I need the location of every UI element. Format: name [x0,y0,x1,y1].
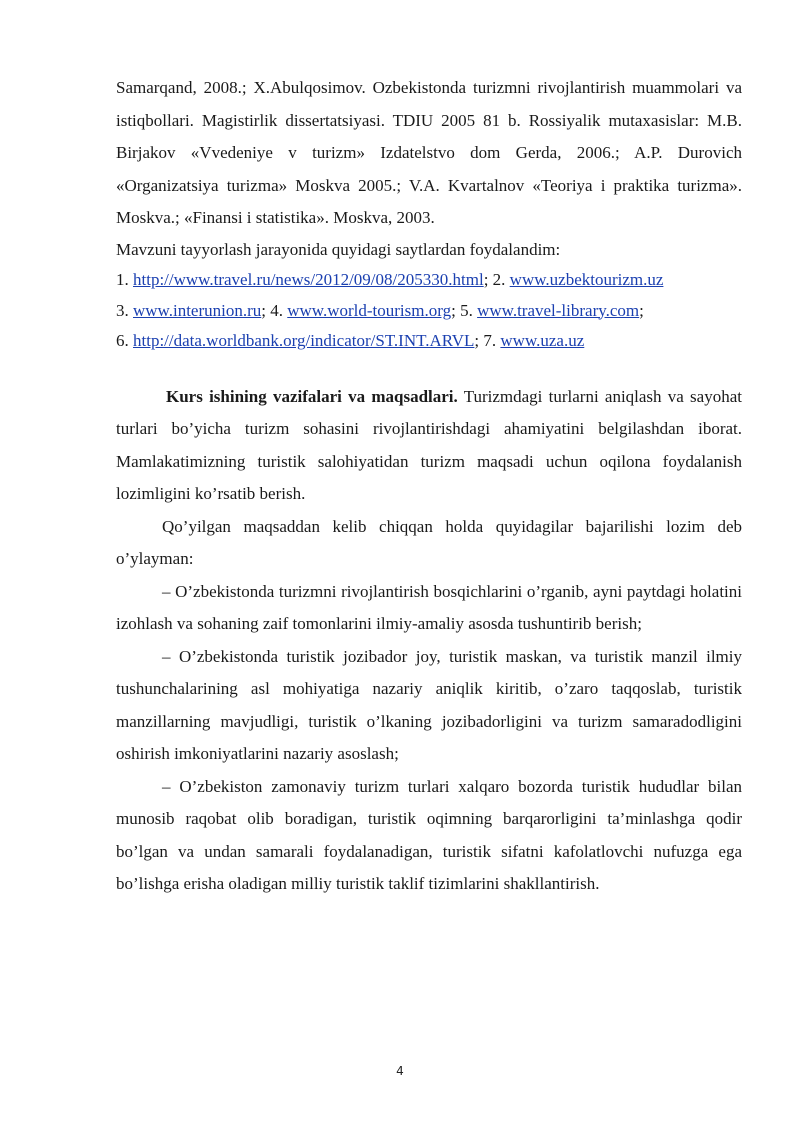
site-link-6[interactable]: http://data.worldbank.org/indicator/ST.INT.ARVL [133,331,475,350]
site-link-2[interactable]: www.uzbektourizm.uz [509,270,664,289]
site-number-2: ; 2. [483,270,510,289]
site-link-3[interactable]: www.interunion.ru [133,300,262,320]
objective-item-2: – O’zbekistonda turistik jozibador joy, turistik maskan, va turistik manzil ilmiy tushunchalarining asl mohiyatiga nazariy aniqlik kiritib, o’zaro taqqoslab, turistik manzillarning mavjudligi, turistik o’lkaning jozibadorligini va turizm samaradodligini oshirish imkoniyatlarini nazariy asoslash; [116,646,742,763]
site-number-6: 6. [116,331,133,350]
site-link-4[interactable]: www.world-tourism.org [287,300,452,320]
objective-item-1: – O’zbekistonda turizmni rivojlantirish bosqichlarini o’rganib, ayni paytdagi holatini izohlash va sohaning zaif tomonlarini ilmiy-amaliy asosda tushuntirib berish; [116,581,742,633]
page-number: 4 [396,1064,404,1078]
objectives-heading: Kurs ishining vazifalari va maqsadlari. [166,386,458,406]
section-gap [116,357,742,381]
site-number-7: ; 7. [474,331,501,350]
websites-line-3 [116,326,742,357]
references-paragraph: Samarqand, 2008.; X.Abulqosimov. Ozbekistonda turizmni rivojlantirish muammolari va istiqbollari. Magistirlik dissertatsiyasi. TDIU 2005 81 b. Rossiyalik mutaxasislar: M.B. Birjakov «Vvedeniye v turizm» Izdatelstvo dom Gerda, 2006.; A.P. Durovich «Organizatsiya turizma» Moskva 2005.; V.A. Kvartalnov «Teoriya i praktika turizma». Moskva.; «Finansi i statistika». Moskva, 2003. [116,78,742,227]
objectives-paragraph [116,381,742,511]
document-page [116,72,742,901]
websites-section [116,235,742,357]
websites-intro: Mavzuni tayyorlash jarayonida quyidagi saytlardan foydalandim: [116,239,561,259]
objectives-text: Turizmdagi turlarni aniqlash va sayohat turlari bo’yicha turizm sohasini rivojlantirishdagi ahamiyatini belgilashdan iborat. Mamlakatimizning turistik salohiyatidan turizm maqsadi uchun oqilona foydalanish lozimligini ko’rsatib berish. [116,386,742,503]
objective-item-3: – O’zbekiston zamonaviy turizm turlari xalqaro bozorda turistik hududlar bilan munosib raqobat olib boradigan, turistik oqimning barqarorligini ta’minlashga qodir bo’lgan va undan samarali foydalanadigan, turistik sifatni kafolatlovchi nufuzga ega bo’lishga erisha oladigan milliy turistik taklif tizimlarini shakllantirish. [116,776,742,893]
websites-line-1 [116,265,742,296]
site-separator: ; [639,300,644,320]
websites-line-2 [116,296,742,327]
site-number-4: ; 4. [261,300,288,320]
site-link-7[interactable]: www.uza.uz [500,331,585,350]
site-number-5: ; 5. [451,300,478,320]
site-link-1[interactable]: http://www.travel.ru/news/2012/09/08/205330.html [133,270,484,289]
site-link-5[interactable]: www.travel-library.com [477,300,640,320]
site-number-3: 3. [116,300,133,320]
site-number-1: 1. [116,270,133,289]
objectives-lead: Qo’yilgan maqsaddan kelib chiqqan holda quyidagilar bajarilishi lozim deb o’ylayman: [116,516,742,568]
